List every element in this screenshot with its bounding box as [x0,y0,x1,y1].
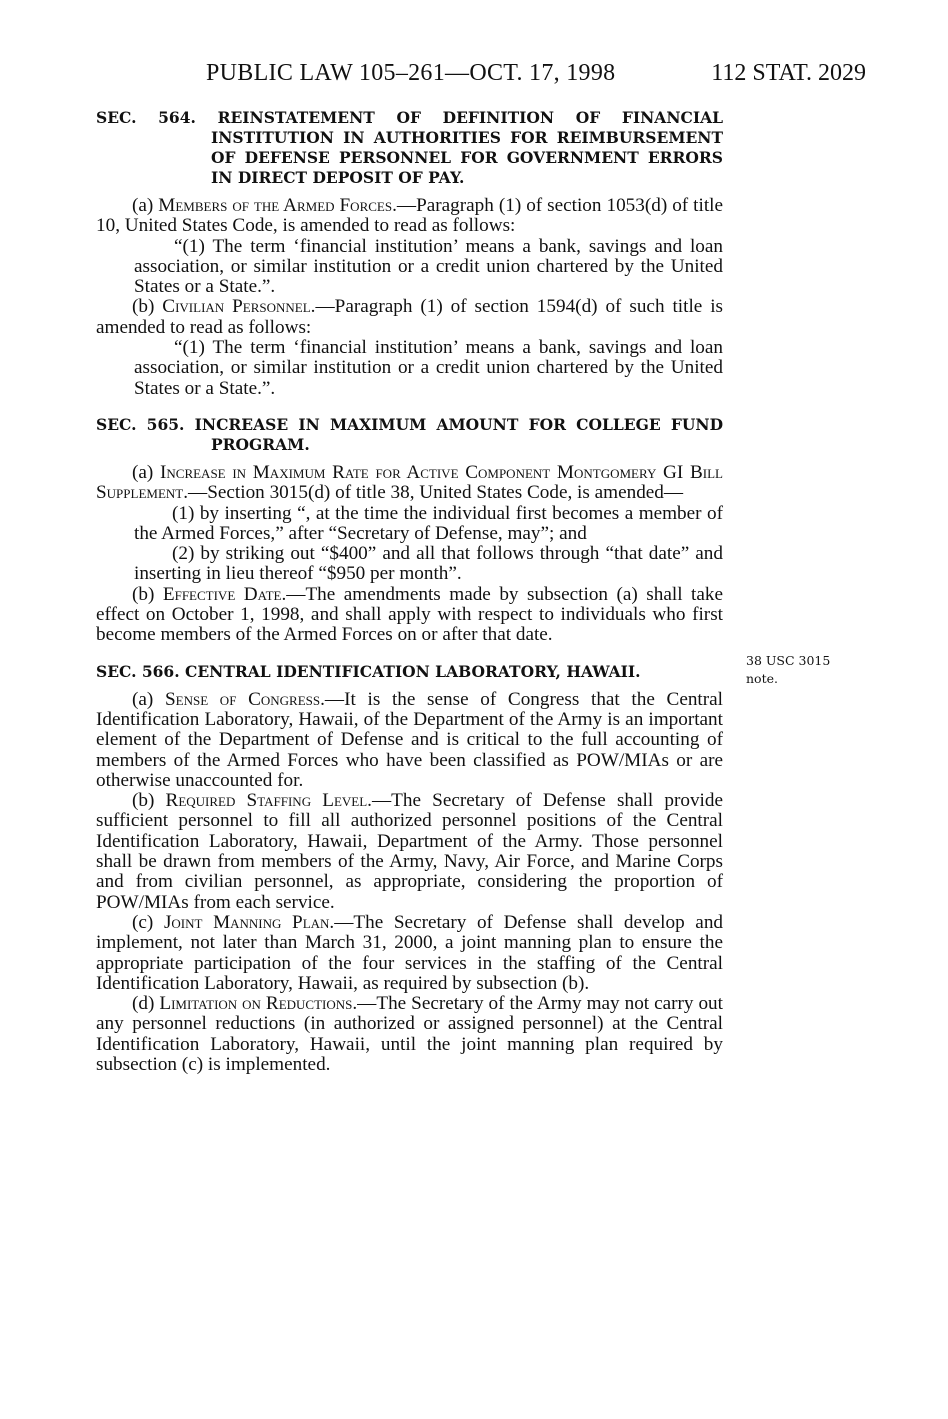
subsection-caption: Sense of Congress. [164,688,325,710]
section-566-number: SEC. 566. [96,661,180,681]
section-566-heading [96,662,723,682]
subsection-caption: Effective Date. [162,583,287,605]
section-565-paragraph-1: (1) by inserting “, at the time the individual first becomes a member of the Armed Forces,” after “Secretary of Defense, may”; and [134,502,723,544]
subsection-text: —The Secretary of Defense shall provide sufficient personnel to fill all authorized personnel positions of the Central Identification Laboratory, Hawaii, Department of the Army. Those personnel shall be drawn from members of the Army, Navy, Air Force, and Marine Corps and from civilian personnel, as appropriate, considering the proportion of POW/MIAs from each service. [96,790,723,913]
section-566-subsection-b [96,791,723,913]
margin-note-usc-citation: 38 USC 3015 note. [746,653,831,686]
subsection-text: —Paragraph (1) of section 1053(d) of title 10, United States Code, is amended to read as follows: [96,195,724,237]
subsection-label: (b) [132,790,166,812]
section-565-heading [96,415,723,455]
section-564-quoted-paragraph-a: “(1) The term ‘financial institution’ means a bank, savings and loan association, or similar institution or a credit union chartered by the United States or a State.”. [134,235,723,298]
subsection-caption: Joint Manning Plan. [163,911,335,933]
subsection-caption: Civilian Personnel. [162,296,316,318]
subsection-label: (a) [132,461,160,483]
subsection-caption: Required Staffing Level. [165,790,372,812]
section-564-quoted-paragraph-b: “(1) The term ‘financial institution’ means a bank, savings and loan association, or similar institution or a credit union chartered by the United States or a State.”. [134,337,723,399]
subsection-label: (b) [132,296,163,318]
page-header [96,60,866,92]
subsection-text: —The amendments made by subsection (a) shall take effect on October 1, 1998, and shall apply with respect to individuals who first become members of the Armed Forces on or after that date. [96,583,724,646]
section-564-title: REINSTATEMENT OF DEFINITION OF FINANCIAL INSTITUTION IN AUTHORITIES FOR REIMBURSEMENT OF DEFENSE PERSONNEL FOR GOVERNMENT ERRORS IN DIRECT DEPOSIT OF PAY. [211,108,724,187]
subsection-label: (a) [132,688,165,710]
section-564-subsection-b [96,297,723,338]
subsection-text: —Section 3015(d) of title 38, United States Code, is amended— [188,482,684,504]
section-565-subsection-b [96,585,723,646]
subsection-caption: Members of the Armed Forces. [158,195,397,216]
section-564-heading [96,108,723,188]
document-body [96,108,723,1075]
subsection-label: (d) [132,993,160,1015]
section-566-subsection-d [96,994,723,1075]
section-565-paragraph-2: (2) by striking out “$400” and all that follows through “that date” and inserting in lieu thereof “$950 per month”. [134,543,723,585]
subsection-label: (a) [132,195,159,216]
subsection-caption: Increase in Maximum Rate for Active Component Montgomery GI Bill Supplement. [96,461,723,504]
subsection-text: —The Secretary of Defense shall develop and implement, not later than March 31, 2000, a joint manning plan to ensure the appropriate participation of the four services in the staffing of the Central Identification Laboratory, Hawaii, as required by subsection (b). [96,911,724,994]
subsection-label: (c) [132,911,164,933]
subsection-text: —Paragraph (1) of section 1594(d) of such title is amended to read as follows: [96,296,724,338]
section-566-title: CENTRAL IDENTIFICATION LABORATORY, HAWAII. [185,661,641,681]
subsection-label: (b) [132,583,163,605]
section-564-subsection-a [96,196,723,237]
subsection-caption: Limitation on Reductions. [159,993,358,1015]
section-566-subsection-a [96,690,723,791]
statute-page-number: 112 STAT. 2029 [711,60,866,86]
section-566-subsection-c [96,913,723,994]
subsection-text: —The Secretary of the Army may not carry out any personnel reductions (in authorized or assigned personnel) at the Central Identification Laboratory, Hawaii, until the joint manning plan required by subsection (c) is implemented. [96,993,723,1075]
running-title: PUBLIC LAW 105–261—OCT. 17, 1998 [206,60,616,86]
section-565-title: INCREASE IN MAXIMUM AMOUNT FOR COLLEGE FUND PROGRAM. [194,414,724,454]
section-565-number: SEC. 565. [96,414,185,434]
section-564-number: SEC. 564. [96,108,196,127]
section-565-subsection-a [96,463,723,504]
subsection-text: —It is the sense of Congress that the Central Identification Laboratory, Hawaii, of the Department of the Army is an important element of the Department of Defense and is critical to the full accounting of members of the Armed Forces who have been classified as POW/MIAs or are otherwise unaccounted for. [96,688,724,791]
